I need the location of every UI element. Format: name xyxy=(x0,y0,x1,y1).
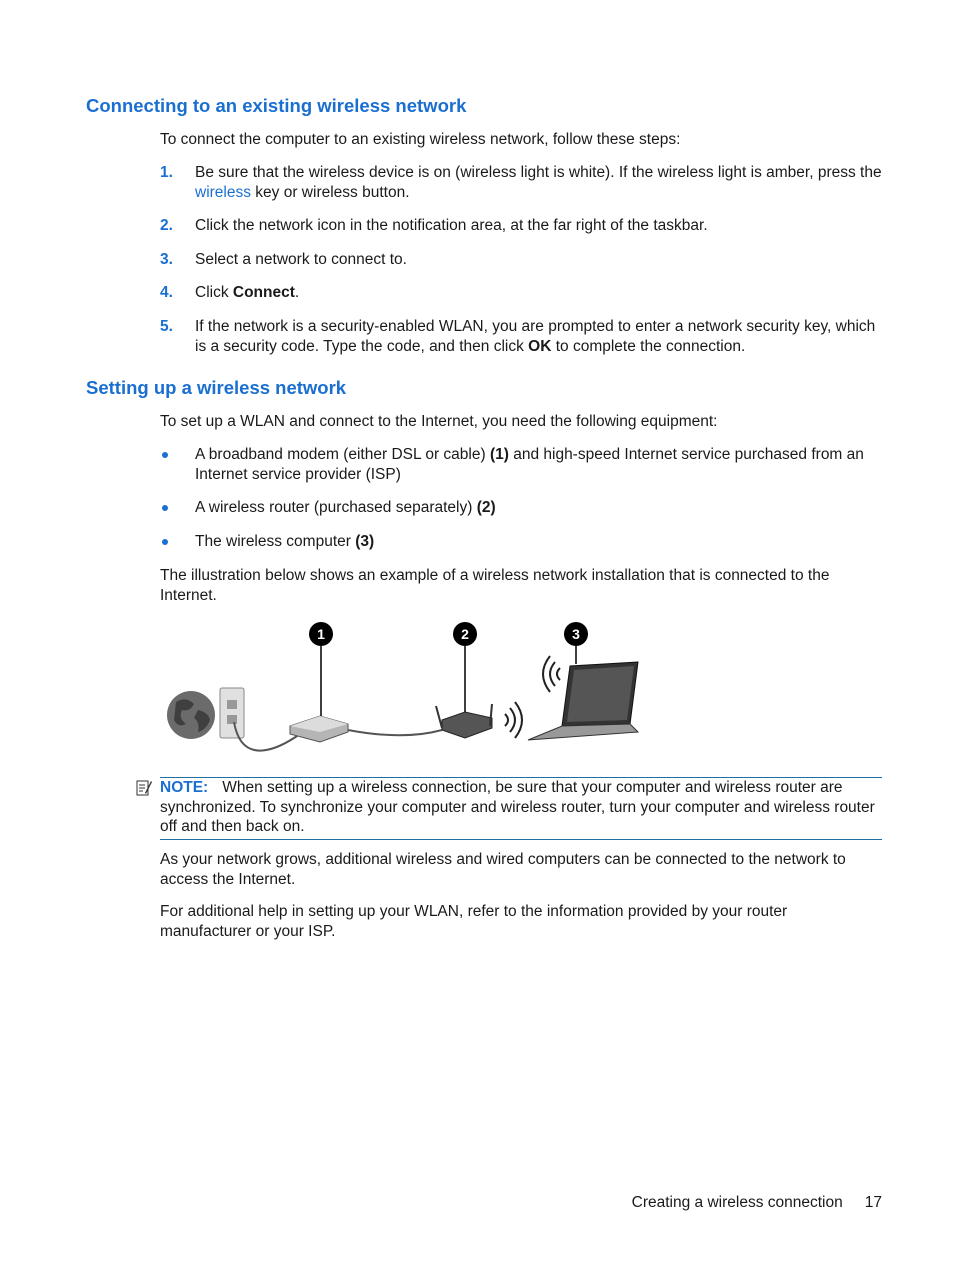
step-text: Click Connect. xyxy=(195,284,300,301)
network-grows-paragraph: As your network grows, additional wireless and wired computers can be connected to the network to access the Internet. xyxy=(160,851,846,888)
section-heading-connecting: Connecting to an existing wireless network xyxy=(86,95,467,116)
svg-text:1: 1 xyxy=(317,626,325,642)
globe-icon xyxy=(167,691,215,739)
router-icon xyxy=(436,704,492,738)
page-number: 17 xyxy=(864,1194,882,1211)
equipment-intro: To set up a WLAN and connect to the Internet, you need the following equipment: xyxy=(160,413,718,430)
laptop-icon xyxy=(528,662,638,740)
footer-title: Creating a wireless connection xyxy=(631,1194,843,1211)
step-4 xyxy=(160,283,882,303)
step-number: 2. xyxy=(160,217,173,234)
callout-1 xyxy=(309,622,333,646)
modem-icon xyxy=(290,716,348,742)
bullet-dot xyxy=(162,539,168,545)
callout-2 xyxy=(453,622,477,646)
additional-help-paragraph: For additional help in setting up your WLAN, refer to the information provided by your router manufacturer or your ISP. xyxy=(160,903,788,940)
step-text: If the network is a security-enabled WLAN, you are prompted to enter a network security key, which is a security code. Type the code, and then click OK to complete the connection. xyxy=(195,318,876,355)
bullet-dot xyxy=(162,452,168,458)
wall-jack-icon xyxy=(220,688,244,738)
bullet-router: A wireless router (purchased separately) (2) xyxy=(160,498,882,518)
illustration-intro: The illustration below shows an example of a wireless network installation that is connected to the Internet. xyxy=(160,567,830,604)
bullet-modem: A broadband modem (either DSL or cable) (1) and high-speed Internet service purchased from an Internet service provider (ISP) xyxy=(160,445,882,484)
section-heading-setting-up: Setting up a wireless network xyxy=(86,377,347,398)
step-1 xyxy=(160,163,882,202)
intro-paragraph: To connect the computer to an existing wireless network, follow these steps: xyxy=(160,131,681,148)
bullet-dot xyxy=(162,505,168,511)
note-box xyxy=(160,777,882,840)
svg-text:3: 3 xyxy=(572,626,580,642)
page-footer xyxy=(632,1193,882,1212)
step-number: 4. xyxy=(160,284,173,301)
step-text: Select a network to connect to. xyxy=(195,251,407,268)
bullet-computer: The wireless computer (3) xyxy=(160,532,882,552)
step-text: Click the network icon in the notification area, at the far right of the taskbar. xyxy=(195,217,708,234)
callout-3 xyxy=(564,622,588,646)
router-wifi-icon xyxy=(505,702,522,738)
laptop-wifi-icon xyxy=(543,656,560,692)
step-text: Be sure that the wireless device is on (wireless light is white). If the wireless light is amber, press the wireless key or wireless button. xyxy=(195,164,882,201)
note-icon xyxy=(136,779,152,797)
step-2 xyxy=(160,216,882,236)
step-3 xyxy=(160,250,882,270)
wireless-network-illustration xyxy=(160,618,650,758)
step-number: 5. xyxy=(160,318,173,335)
wireless-key-link[interactable]: wireless xyxy=(195,183,251,201)
svg-text:2: 2 xyxy=(461,626,469,642)
step-number: 3. xyxy=(160,251,173,268)
step-number: 1. xyxy=(160,164,173,181)
note-text: When setting up a wireless connection, be sure that your computer and wireless router are synchronized. To synchronize your computer and wireless router, turn your computer and wireless router off and then back on. xyxy=(160,779,875,835)
note-label: NOTE: xyxy=(160,779,209,796)
step-5 xyxy=(160,317,882,356)
